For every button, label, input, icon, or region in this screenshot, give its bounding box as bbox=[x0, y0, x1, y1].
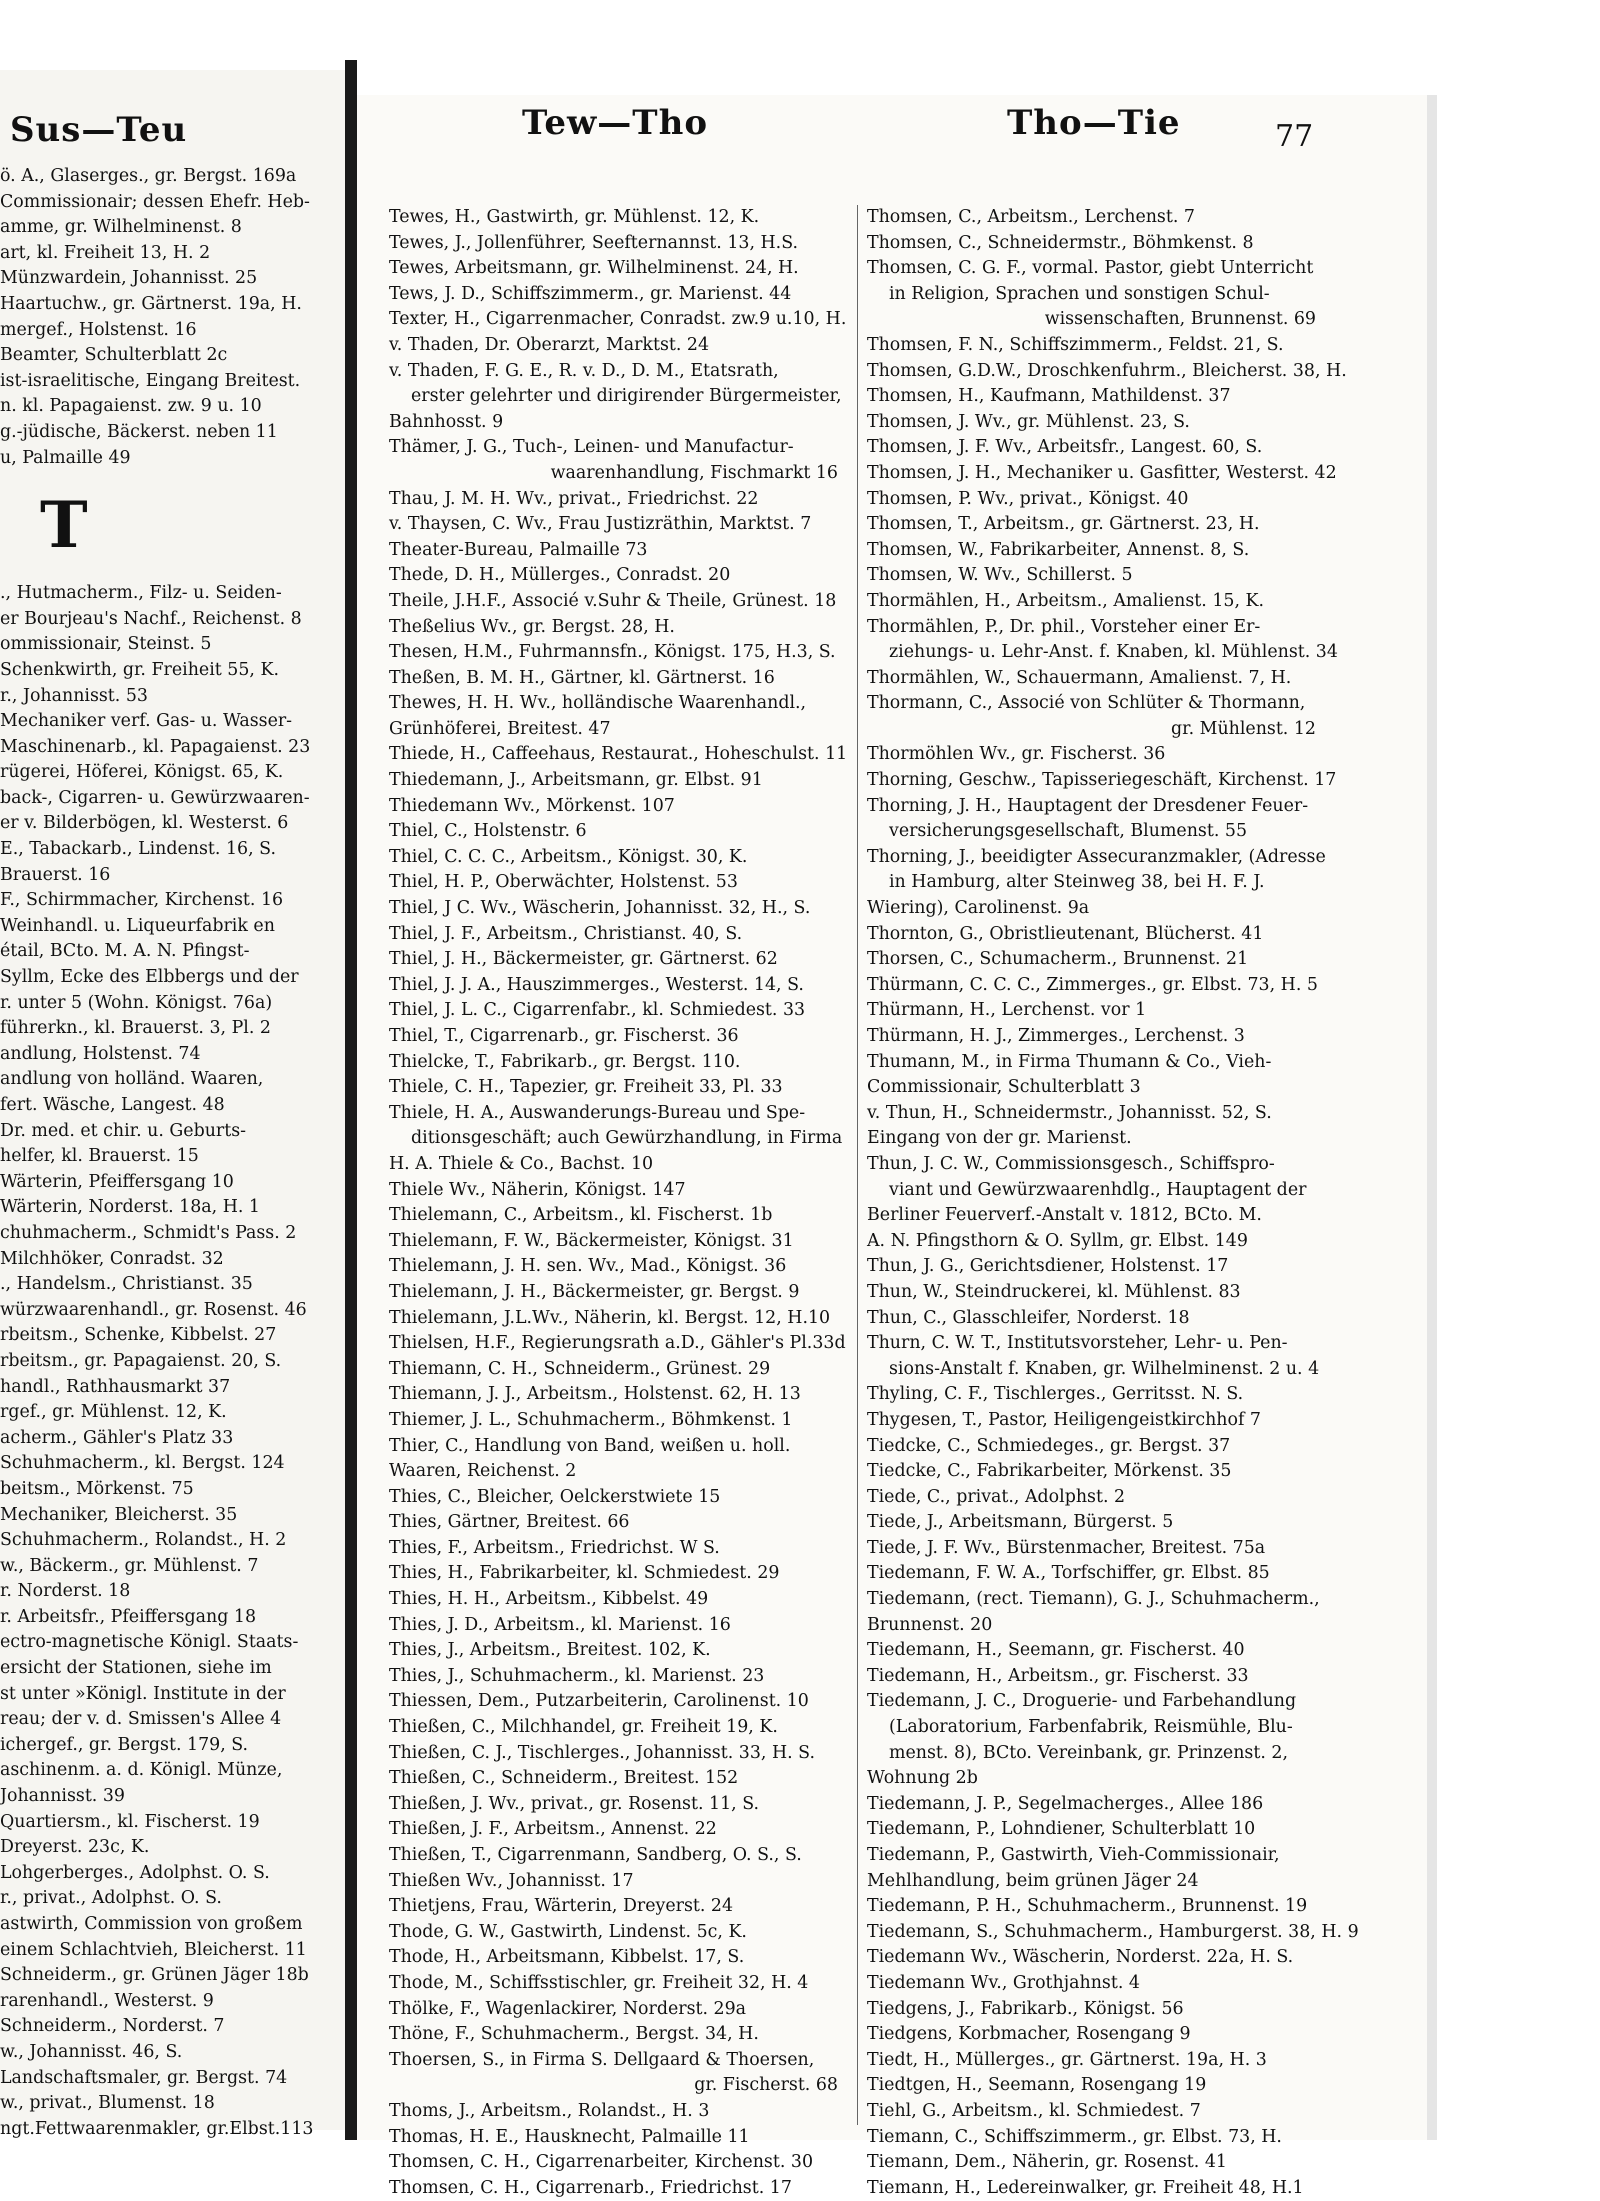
directory-line: r., Johannisst. 53 bbox=[0, 685, 148, 706]
directory-line: fert. Wäsche, Langest. 48 bbox=[0, 1095, 225, 1115]
directory-line: ichergef., gr. Bergst. 179, S. bbox=[0, 1734, 249, 1755]
directory-entry: Thürmann, C. C. C., Zimmerges., gr. Elbst. 73, H. 5 bbox=[867, 974, 1318, 995]
directory-line: ., Hutmacherm., Filz- u. Seiden- bbox=[0, 583, 282, 604]
directory-entry: Thielemann, C., Arbeitsm., kl. Fischerst. 1b bbox=[389, 1205, 773, 1226]
directory-entry: Commissionair, Schulterblatt 3 bbox=[867, 1077, 1141, 1098]
directory-entry: Thießen, T., Cigarrenmann, Sandberg, O. S., S. bbox=[389, 1845, 802, 1865]
directory-entry: Thiemer, J. L., Schuhmacherm., Böhmkenst. 1 bbox=[389, 1409, 793, 1430]
directory-entry: waarenhandlung, Fischmarkt 16 bbox=[550, 462, 838, 483]
directory-entry: Thun, W., Steindruckerei, kl. Mühlenst. 83 bbox=[867, 1281, 1241, 1302]
directory-entry: Thormählen, P., Dr. phil., Vorsteher einer Er- bbox=[867, 616, 1261, 637]
directory-line: r., privat., Adolphst. O. S. bbox=[0, 1888, 222, 1909]
directory-line: er v. Bilderbögen, kl. Westerst. 6 bbox=[0, 813, 289, 834]
directory-entry: Thomsen, C. H., Cigarrenarb., Friedrichst. 17 bbox=[389, 2177, 792, 2198]
directory-entry: ditionsgeschäft; auch Gewürzhandlung, in Firma bbox=[411, 1128, 843, 1149]
directory-entry: Theßen, B. M. H., Gärtner, kl. Gärtnerst. 16 bbox=[389, 667, 775, 688]
directory-line: rgef., gr. Mühlenst. 12, K. bbox=[0, 1402, 227, 1423]
directory-line: Dreyerst. 23c, K. bbox=[0, 1837, 150, 1858]
directory-line: Schneiderm., Norderst. 7 bbox=[0, 2016, 225, 2037]
directory-line: Beamter, Schulterblatt 2c bbox=[0, 345, 228, 366]
directory-entry: erster gelehrter und dirigirender Bürgermeister, bbox=[411, 386, 842, 407]
directory-line: Dr. med. et chir. u. Geburts- bbox=[0, 1120, 247, 1141]
directory-entry: Thomsen, G.D.W., Droschkenfuhrm., Bleicherst. 38, H. bbox=[867, 360, 1347, 381]
directory-line: F., Schirmmacher, Kirchenst. 16 bbox=[0, 890, 284, 911]
directory-line: w., Bäckerm., gr. Mühlenst. 7 bbox=[0, 1555, 259, 1576]
directory-entry: Thun, C., Glasschleifer, Norderst. 18 bbox=[867, 1307, 1190, 1328]
directory-entry: Tiehl, G., Arbeitsm., kl. Schmiedest. 7 bbox=[867, 2100, 1201, 2121]
directory-entry: Thiel, J. H., Bäckermeister, gr. Gärtnerst. 62 bbox=[389, 949, 778, 970]
directory-entry: Thun, J. C. W., Commissionsgesch., Schiffspro- bbox=[867, 1153, 1275, 1174]
directory-entry: Thode, G. W., Gastwirth, Lindenst. 5c, K. bbox=[389, 1921, 747, 1942]
directory-entry: Thiel, H. P., Oberwächter, Holstenst. 53 bbox=[389, 872, 738, 893]
directory-entry: Thorning, J., beeidigter Assecuranzmakler, (Adresse bbox=[867, 846, 1326, 867]
directory-entry: Thormöhlen Wv., gr. Fischerst. 36 bbox=[867, 744, 1166, 765]
directory-entry: Thau, J. M. H. Wv., privat., Friedrichst. 22 bbox=[389, 488, 759, 509]
directory-entry: Thiede, H., Caffeehaus, Restaurat., Hoheschulst. 11 bbox=[389, 744, 848, 765]
directory-entry: Tiemann, Dem., Näherin, gr. Rosenst. 41 bbox=[867, 2152, 1227, 2173]
directory-line: Brauerst. 16 bbox=[0, 864, 111, 885]
directory-entry: Thießen, C., Schneiderm., Breitest. 152 bbox=[389, 1768, 739, 1789]
directory-entry: in Religion, Sprachen und sonstigen Schul- bbox=[889, 283, 1270, 304]
directory-entry: Tiedgens, J., Fabrikarb., Königst. 56 bbox=[867, 1998, 1184, 2019]
directory-entry: Thorning, J. H., Hauptagent der Dresdener Feuer- bbox=[867, 795, 1309, 816]
directory-line: back-, Cigarren- u. Gewürzwaaren- bbox=[0, 787, 310, 808]
directory-line: Schenkwirth, gr. Freiheit 55, K. bbox=[0, 659, 279, 680]
book-gutter bbox=[345, 60, 357, 2140]
directory-line: w., privat., Blumenst. 18 bbox=[0, 2093, 215, 2114]
directory-entry: Tiede, C., privat., Adolphst. 2 bbox=[867, 1486, 1126, 1507]
directory-entry: Thies, F., Arbeitsm., Friedrichst. W S. bbox=[389, 1537, 720, 1558]
directory-entry: Thormählen, W., Schauermann, Amalienst. 7, H. bbox=[867, 667, 1292, 688]
directory-entry: Thiele, H. A., Auswanderungs-Bureau und Spe- bbox=[389, 1102, 806, 1123]
directory-entry: in Hamburg, alter Steinweg 38, bei H. F. J. bbox=[889, 872, 1265, 893]
directory-entry: Waaren, Reichenst. 2 bbox=[389, 1461, 577, 1482]
directory-entry: Thiel, C., Holstenstr. 6 bbox=[389, 821, 587, 842]
directory-line: andlung von holländ. Waaren, bbox=[0, 1069, 264, 1090]
directory-entry: Thormann, C., Associé von Schlüter & Thormann, bbox=[867, 693, 1306, 714]
directory-line: r. Arbeitsfr., Pfeiffersgang 18 bbox=[0, 1606, 257, 1627]
directory-entry: Thießen, C., Milchhandel, gr. Freiheit 19, K. bbox=[389, 1717, 778, 1738]
directory-entry: Thomsen, T., Arbeitsm., gr. Gärtnerst. 23, H. bbox=[867, 514, 1260, 535]
directory-line: er Bourjeau's Nachf., Reichenst. 8 bbox=[0, 608, 302, 629]
directory-entry: ziehungs- u. Lehr-Anst. f. Knaben, kl. Mühlenst. 34 bbox=[889, 642, 1338, 663]
directory-entry: Thun, J. G., Gerichtsdiener, Holstenst. 17 bbox=[867, 1256, 1229, 1277]
directory-line: Johannisst. 39 bbox=[0, 1786, 125, 1807]
directory-line: reau; der v. d. Smissen's Allee 4 bbox=[0, 1709, 282, 1730]
directory-entry: Thämer, J. G., Tuch-, Leinen- und Manufactur- bbox=[389, 437, 794, 458]
directory-line: rügerei, Höferei, Königst. 65, K. bbox=[0, 762, 284, 783]
directory-entry: Thomsen, J. H., Mechaniker u. Gasfitter, Westerst. 42 bbox=[867, 462, 1337, 483]
directory-entry: Thietjens, Frau, Wärterin, Dreyerst. 24 bbox=[389, 1896, 734, 1917]
directory-entry: Tiedcke, C., Fabrikarbeiter, Mörkenst. 35 bbox=[867, 1461, 1232, 1482]
directory-line: würzwaarenhandl., gr. Rosenst. 46 bbox=[0, 1299, 307, 1320]
directory-line: Haartuchw., gr. Gärtnerst. 19a, H. bbox=[0, 293, 302, 314]
directory-entry: Thomsen, C., Arbeitsm., Lerchenst. 7 bbox=[867, 207, 1195, 227]
directory-entry: A. N. Pfingsthorn & O. Syllm, gr. Elbst. 149 bbox=[867, 1230, 1248, 1251]
directory-entry: menst. 8), BCto. Vereinbank, gr. Prinzenst. 2, bbox=[889, 1742, 1288, 1763]
directory-entry: v. Thaysen, C. Wv., Frau Justizräthin, Marktst. 7 bbox=[389, 514, 812, 535]
directory-entry: Thielemann, F. W., Bäckermeister, Königst. 31 bbox=[389, 1230, 794, 1251]
directory-entry: Thies, C., Bleicher, Oelckerstwiete 15 bbox=[389, 1486, 721, 1507]
directory-entry: Thiel, J. J. A., Hauszimmerges., Westerst. 14, S. bbox=[389, 974, 804, 995]
directory-entry: Tiedemann, J. P., Segelmacherges., Allee 186 bbox=[867, 1793, 1264, 1814]
directory-entry: Thier, C., Handlung von Band, weißen u. holl. bbox=[389, 1435, 791, 1456]
column-divider bbox=[857, 205, 858, 2125]
directory-entry: Thielemann, J. H. sen. Wv., Mad., Königst. 36 bbox=[389, 1256, 787, 1277]
directory-entry: (Laboratorium, Farbenfabrik, Reismühle, Blu- bbox=[889, 1717, 1293, 1738]
directory-line: Schuhmacherm., kl. Bergst. 124 bbox=[0, 1453, 285, 1474]
directory-column-1 bbox=[389, 205, 848, 2201]
directory-line: einem Schlachtvieh, Bleicherst. 11 bbox=[0, 1939, 307, 1960]
directory-line: Quartiersm., kl. Fischerst. 19 bbox=[0, 1811, 260, 1832]
directory-entry: Thyling, C. F., Tischlerges., Gerritsst. N. S. bbox=[867, 1384, 1244, 1405]
directory-line: E., Tabackarb., Lindenst. 16, S. bbox=[0, 839, 276, 860]
directory-entry: Tiedemann, P. H., Schuhmacherm., Brunnenst. 19 bbox=[867, 1896, 1308, 1917]
directory-entry: Tiedtgen, H., Seemann, Rosengang 19 bbox=[867, 2075, 1207, 2096]
directory-entry: Tiedemann, F. W. A., Torfschiffer, gr. Elbst. 85 bbox=[867, 1563, 1270, 1584]
directory-entry: Tiedemann, H., Arbeitsm., gr. Fischerst. 33 bbox=[867, 1665, 1249, 1686]
directory-entry: Tiede, J., Arbeitsmann, Bürgerst. 5 bbox=[867, 1512, 1174, 1533]
directory-entry: Thies, J. D., Arbeitsm., kl. Marienst. 16 bbox=[389, 1614, 731, 1635]
directory-line: ommissionair, Steinst. 5 bbox=[0, 634, 212, 655]
directory-entry: Tiedt, H., Müllerges., gr. Gärtnerst. 19a, H. 3 bbox=[867, 2049, 1267, 2070]
directory-line: Landschaftsmaler, gr. Bergst. 74 bbox=[0, 2067, 288, 2088]
directory-entry: Tiedemann, S., Schuhmacherm., Hamburgerst. 38, H. 9 bbox=[867, 1921, 1359, 1942]
directory-entry: Thielsen, H.F., Regierungsrath a.D., Gähler's Pl.33d bbox=[389, 1333, 846, 1354]
directory-entry: Tiedemann Wv., Wäscherin, Norderst. 22a, H. S. bbox=[867, 1947, 1294, 1968]
directory-entry: Theßelius Wv., gr. Bergst. 28, H. bbox=[389, 616, 675, 637]
directory-entry: Thomas, H. E., Hausknecht, Palmaille 11 bbox=[389, 2126, 750, 2147]
directory-entry: Thiessen, Dem., Putzarbeiterin, Carolinenst. 10 bbox=[389, 1691, 809, 1712]
directory-line: Weinhandl. u. Liqueurfabrik en bbox=[0, 915, 275, 936]
directory-line: Wärterin, Pfeiffersgang 10 bbox=[0, 1171, 234, 1192]
directory-line: ., Handelsm., Christianst. 35 bbox=[0, 1274, 253, 1295]
directory-line: art, kl. Freiheit 13, H. 2 bbox=[0, 242, 211, 263]
directory-entry: Thies, H., Fabrikarbeiter, kl. Schmiedest. 29 bbox=[389, 1563, 780, 1584]
directory-entry: Tewes, Arbeitsmann, gr. Wilhelminenst. 24, H. bbox=[389, 258, 799, 279]
directory-line: helfer, kl. Brauerst. 15 bbox=[0, 1146, 199, 1167]
directory-entry: Thode, H., Arbeitsmann, Kibbelst. 17, S. bbox=[389, 1947, 745, 1968]
directory-entry: Tiedemann, P., Lohndiener, Schulterblatt 10 bbox=[867, 1819, 1256, 1840]
directory-entry: v. Thaden, F. G. E., R. v. D., D. M., Etatsrath, bbox=[389, 360, 779, 381]
directory-line: ö. A., Glaserges., gr. Bergst. 169a bbox=[0, 166, 297, 186]
directory-entry: Tewes, J., Jollenführer, Seefternannst. 13, H.S. bbox=[389, 232, 799, 253]
directory-entry: Thomsen, W., Fabrikarbeiter, Annenst. 8, S. bbox=[867, 539, 1250, 560]
directory-entry: Tewes, H., Gastwirth, gr. Mühlenst. 12, K. bbox=[389, 207, 760, 227]
directory-entry: Thomsen, C., Schneidermstr., Böhmkenst. 8 bbox=[867, 232, 1254, 253]
directory-line: r. unter 5 (Wohn. Königst. 76a) bbox=[0, 992, 273, 1013]
directory-entry: Thielemann, J.L.Wv., Näherin, kl. Bergst. 12, H.10 bbox=[389, 1307, 831, 1328]
directory-entry: Thornton, G., Obristlieutenant, Blücherst. 41 bbox=[867, 923, 1264, 944]
directory-entry: Thomsen, C. H., Cigarrenarbeiter, Kirchenst. 30 bbox=[389, 2152, 814, 2173]
directory-entry: Tews, J. D., Schiffszimmerm., gr. Marienst. 44 bbox=[389, 283, 792, 304]
directory-entry: Thomsen, W. Wv., Schillerst. 5 bbox=[867, 565, 1133, 586]
directory-line: st unter »Königl. Institute in der bbox=[0, 1683, 286, 1704]
directory-line: Milchhöker, Conradst. 32 bbox=[0, 1248, 224, 1269]
directory-entry: Thiedemann Wv., Mörkenst. 107 bbox=[389, 795, 675, 816]
directory-line: n. kl. Papagaienst. zw. 9 u. 10 bbox=[0, 396, 262, 417]
directory-entry: Thesen, H.M., Fuhrmannsfn., Königst. 175, H.3, S. bbox=[389, 642, 836, 663]
directory-entry: Thies, Gärtner, Breitest. 66 bbox=[389, 1512, 630, 1533]
directory-line: Schuhmacherm., Rolandst., H. 2 bbox=[0, 1530, 287, 1551]
directory-entry: Wohnung 2b bbox=[867, 1768, 978, 1789]
header-right: Tho—Tie bbox=[1007, 103, 1181, 143]
directory-line: étail, BCto. M. A. N. Pfingst- bbox=[0, 941, 250, 962]
directory-entry: Thies, J., Arbeitsm., Breitest. 102, K. bbox=[389, 1640, 711, 1661]
directory-entry: viant und Gewürzwaarenhdlg., Hauptagent der bbox=[889, 1179, 1307, 1200]
left-page-column bbox=[0, 70, 345, 2142]
directory-entry: Thiel, T., Cigarrenarb., gr. Fischerst. 36 bbox=[389, 1026, 739, 1046]
directory-line: ngt.Fettwaarenmakler, gr.Elbst.113 bbox=[0, 2118, 314, 2139]
directory-entry: Thießen, J. Wv., privat., gr. Rosenst. 11, S. bbox=[389, 1793, 760, 1814]
directory-line: führerkn., kl. Brauerst. 3, Pl. 2 bbox=[0, 1018, 271, 1039]
directory-entry: Brunnenst. 20 bbox=[867, 1614, 993, 1635]
directory-entry: Thießen Wv., Johannisst. 17 bbox=[389, 1870, 634, 1891]
directory-entry: Thies, H. H., Arbeitsm., Kibbelst. 49 bbox=[389, 1589, 709, 1610]
directory-entry: Thomsen, J. Wv., gr. Mühlenst. 23, S. bbox=[867, 411, 1190, 432]
directory-entry: Thomsen, J. F. Wv., Arbeitsfr., Langest. 60, S. bbox=[867, 437, 1263, 458]
directory-entry: Thielcke, T., Fabrikarb., gr. Bergst. 110. bbox=[389, 1051, 741, 1072]
directory-entry: Thormählen, H., Arbeitsm., Amalienst. 15, K. bbox=[867, 590, 1265, 611]
directory-line: amme, gr. Wilhelminenst. 8 bbox=[0, 217, 242, 238]
directory-line: Münzwardein, Johannisst. 25 bbox=[0, 268, 258, 289]
left-page bbox=[0, 70, 347, 2139]
directory-entry: Tiedemann, (rect. Tiemann), G. J., Schuhmacherm., bbox=[867, 1589, 1320, 1610]
left-header: Sus—Teu bbox=[10, 110, 188, 150]
directory-entry: Thygesen, T., Pastor, Heiligengeistkirchhof 7 bbox=[867, 1409, 1261, 1430]
directory-entry: Thoms, J., Arbeitsm., Rolandst., H. 3 bbox=[389, 2100, 710, 2121]
directory-entry: Thode, M., Schiffsstischler, gr. Freiheit 32, H. 4 bbox=[389, 1972, 809, 1993]
directory-line: rbeitsm., gr. Papagaienst. 20, S. bbox=[0, 1350, 282, 1371]
directory-line: Lohgerberges., Adolphst. O. S. bbox=[0, 1862, 270, 1883]
directory-entry: Thiedemann, J., Arbeitsmann, gr. Elbst. 91 bbox=[389, 770, 763, 791]
directory-line: Wärterin, Norderst. 18a, H. 1 bbox=[0, 1197, 261, 1218]
page-edge bbox=[1427, 95, 1437, 2140]
directory-entry: Thoersen, S., in Firma S. Dellgaard & Thoersen, bbox=[389, 2049, 815, 2070]
directory-entry: Texter, H., Cigarrenmacher, Conradst. zw.9 u.10, H. bbox=[389, 309, 847, 330]
directory-entry: Tiedemann, P., Gastwirth, Vieh-Commissionair, bbox=[867, 1845, 1280, 1865]
directory-entry: Tiemann, C., Schiffszimmerm., gr. Elbst. 73, H. bbox=[867, 2126, 1282, 2147]
directory-entry: Thiel, J. L. C., Cigarrenfabr., kl. Schmiedest. 33 bbox=[389, 1000, 806, 1021]
right-page bbox=[357, 95, 1428, 2198]
directory-entry: Thiel, J. F., Arbeitsm., Christianst. 40, S. bbox=[389, 923, 743, 944]
directory-entry: Bahnhosst. 9 bbox=[389, 411, 504, 432]
directory-entry: Thielemann, J. H., Bäckermeister, gr. Bergst. 9 bbox=[389, 1281, 800, 1302]
directory-entry: Berliner Feuerverf.-Anstalt v. 1812, BCto. M. bbox=[867, 1205, 1262, 1226]
section-letter: T bbox=[40, 488, 88, 564]
directory-line: g.-jüdische, Bäckerst. neben 11 bbox=[0, 421, 278, 442]
directory-entry: Thomsen, F. N., Schiffszimmerm., Feldst. 21, S. bbox=[867, 334, 1284, 355]
directory-entry: Tiedemann, H., Seemann, gr. Fischerst. 40 bbox=[867, 1640, 1245, 1661]
directory-line: Mechaniker verf. Gas- u. Wasser- bbox=[0, 711, 293, 732]
directory-line: aschinenm. a. d. Königl. Münze, bbox=[0, 1760, 283, 1781]
directory-entry: Thies, J., Schuhmacherm., kl. Marienst. 23 bbox=[389, 1665, 765, 1686]
page-number: 77 bbox=[1275, 119, 1314, 154]
directory-line: Schneiderm., gr. Grünen Jäger 18b bbox=[0, 1965, 309, 1986]
directory-entry: Thölke, F., Wagenlackirer, Norderst. 29a bbox=[389, 1998, 747, 2019]
directory-line: r. Norderst. 18 bbox=[0, 1581, 131, 1602]
directory-entry: Thiele, C. H., Tapezier, gr. Freiheit 33, Pl. 33 bbox=[389, 1077, 783, 1098]
directory-line: astwirth, Commission von großem bbox=[0, 1914, 303, 1934]
directory-entry: Mehlhandlung, beim grünen Jäger 24 bbox=[867, 1870, 1199, 1891]
directory-entry: Thomsen, P. Wv., privat., Königst. 40 bbox=[867, 488, 1189, 509]
directory-line: ersicht der Stationen, siehe im bbox=[0, 1658, 272, 1679]
directory-entry: Wiering), Carolinenst. 9a bbox=[867, 898, 1090, 919]
directory-line: rbeitsm., Schenke, Kibbelst. 27 bbox=[0, 1325, 277, 1346]
directory-line: ectro-magnetische Königl. Staats- bbox=[0, 1632, 299, 1653]
directory-entry: Tiede, J. F. Wv., Bürstenmacher, Breitest. 75a bbox=[867, 1537, 1266, 1558]
directory-entry: Thiele Wv., Näherin, Königst. 147 bbox=[389, 1179, 686, 1200]
directory-entry: Tiedemann, J. C., Droguerie- und Farbehandlung bbox=[867, 1691, 1297, 1712]
directory-column-2 bbox=[867, 205, 1359, 2201]
directory-line: ist-israelitische, Eingang Breitest. bbox=[0, 370, 301, 391]
directory-entry: Thumann, M., in Firma Thumann & Co., Vieh- bbox=[867, 1051, 1272, 1072]
directory-entry: Thürmann, H., Lerchenst. vor 1 bbox=[867, 1000, 1147, 1021]
directory-line: u, Palmaille 49 bbox=[0, 447, 131, 468]
directory-entry: Thomsen, C. G. F., vormal. Pastor, giebt Unterricht bbox=[867, 258, 1314, 279]
directory-entry: Theater-Bureau, Palmaille 73 bbox=[389, 539, 648, 560]
directory-entry: Grünhöferei, Breitest. 47 bbox=[389, 718, 611, 739]
directory-line: mergef., Holstenst. 16 bbox=[0, 319, 197, 340]
directory-entry: H. A. Thiele & Co., Bachst. 10 bbox=[389, 1153, 654, 1174]
directory-line: acherm., Gähler's Platz 33 bbox=[0, 1427, 234, 1448]
directory-line: handl., Rathhausmarkt 37 bbox=[0, 1376, 231, 1397]
directory-entry: Thiel, C. C. C., Arbeitsm., Königst. 30, K. bbox=[389, 846, 748, 867]
directory-line: Maschinenarb., kl. Papagaienst. 23 bbox=[0, 736, 311, 757]
directory-line: w., Johannisst. 46, S. bbox=[0, 2041, 183, 2062]
directory-entry: Tiedgens, Korbmacher, Rosengang 9 bbox=[867, 2024, 1191, 2045]
directory-entry: Thede, D. H., Müllerges., Conradst. 20 bbox=[389, 565, 731, 586]
directory-line: Commissionair; dessen Ehefr. Heb- bbox=[0, 191, 310, 212]
directory-entry: Thorsen, C., Schumacherm., Brunnenst. 21 bbox=[867, 949, 1249, 970]
directory-entry: Thießen, C. J., Tischlerges., Johannisst. 33, H. S. bbox=[389, 1742, 815, 1763]
directory-entry: Tiemann, H., Ledereinwalker, gr. Freiheit 48, H.1 bbox=[867, 2177, 1304, 2198]
directory-entry: Tiedcke, C., Schmiedeges., gr. Bergst. 37 bbox=[867, 1435, 1231, 1456]
directory-line: Syllm, Ecke des Elbbergs und der bbox=[0, 967, 299, 988]
directory-entry: wissenschaften, Brunnenst. 69 bbox=[1044, 309, 1316, 330]
directory-entry: gr. Fischerst. 68 bbox=[694, 2075, 838, 2096]
directory-entry: Thorning, Geschw., Tapisseriegeschäft, Kirchenst. 17 bbox=[867, 770, 1337, 791]
directory-entry: Thiemann, J. J., Arbeitsm., Holstenst. 62, H. 13 bbox=[389, 1384, 801, 1405]
directory-line: andlung, Holstenst. 74 bbox=[0, 1043, 201, 1064]
directory-entry: sions-Anstalt f. Knaben, gr. Wilhelminenst. 2 u. 4 bbox=[889, 1358, 1320, 1379]
directory-entry: v. Thun, H., Schneidermstr., Johannisst. 52, S. bbox=[867, 1102, 1272, 1123]
directory-line: beitsm., Mörkenst. 75 bbox=[0, 1478, 194, 1499]
directory-entry: Thiemann, C. H., Schneiderm., Grünest. 29 bbox=[389, 1358, 771, 1379]
directory-entry: Thießen, J. F., Arbeitsm., Annenst. 22 bbox=[389, 1819, 717, 1840]
directory-entry: Tiedemann Wv., Grothjahnst. 4 bbox=[867, 1972, 1140, 1993]
directory-entry: Thomsen, H., Kaufmann, Mathildenst. 37 bbox=[867, 386, 1231, 407]
directory-line: rarenhandl., Westerst. 9 bbox=[0, 1990, 214, 2011]
directory-entry: versicherungsgesellschaft, Blumenst. 55 bbox=[889, 821, 1248, 842]
directory-entry: Thürmann, H. J., Zimmerges., Lerchenst. 3 bbox=[867, 1026, 1245, 1046]
directory-entry: gr. Mühlenst. 12 bbox=[1171, 718, 1316, 739]
directory-entry: Thöne, F., Schuhmacherm., Bergst. 34, H. bbox=[389, 2024, 759, 2045]
directory-entry: Thiel, J C. Wv., Wäscherin, Johannisst. 32, H., S. bbox=[389, 898, 811, 919]
directory-entry: Eingang von der gr. Marienst. bbox=[867, 1128, 1132, 1149]
directory-entry: v. Thaden, Dr. Oberarzt, Marktst. 24 bbox=[389, 334, 710, 355]
directory-line: Mechaniker, Bleicherst. 35 bbox=[0, 1504, 238, 1525]
directory-entry: Theile, J.H.F., Associé v.Suhr & Theile, Grünest. 18 bbox=[389, 590, 837, 611]
directory-line: chuhmacherm., Schmidt's Pass. 2 bbox=[0, 1222, 297, 1243]
header-left: Tew—Tho bbox=[522, 103, 708, 143]
directory-entry: Thurn, C. W. T., Institutsvorsteher, Lehr- u. Pen- bbox=[867, 1333, 1288, 1354]
directory-entry: Thewes, H. H. Wv., holländische Waarenhandl., bbox=[389, 693, 807, 714]
